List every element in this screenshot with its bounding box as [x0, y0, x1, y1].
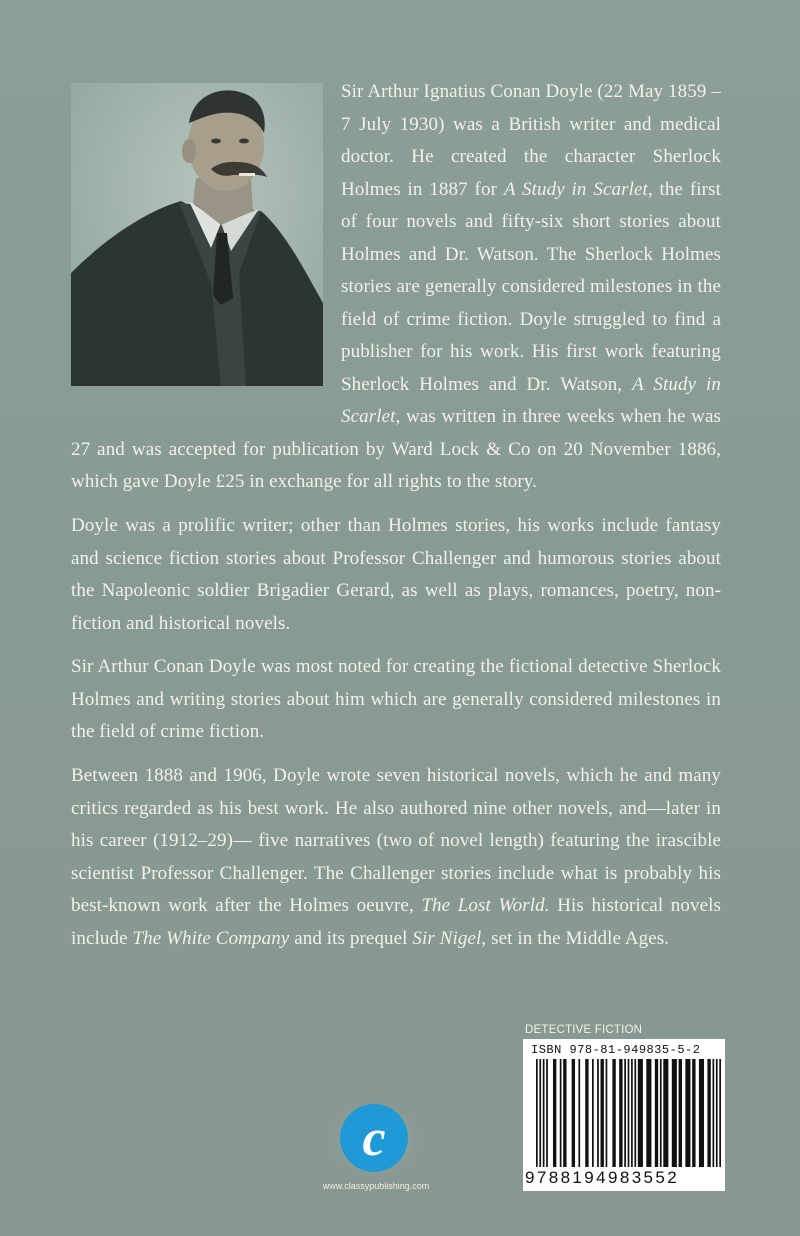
bio-paragraph-3: [71, 651, 721, 749]
barcode-bar: [585, 1059, 588, 1167]
barcode-bar: [719, 1059, 721, 1167]
barcode-bar: [685, 1059, 690, 1167]
book-title-the-white-company: The White Company: [132, 927, 290, 949]
bio-paragraph-4: [71, 760, 721, 955]
barcode-bar: [563, 1059, 566, 1167]
publisher-logo-letter: c: [362, 1110, 386, 1167]
barcode-bar: [692, 1059, 695, 1167]
barcode-bar: [624, 1059, 626, 1167]
barcode-bar: [578, 1059, 580, 1167]
barcode-number: 9788194983552: [525, 1168, 680, 1187]
barcode-bar: [660, 1059, 662, 1167]
barcode-bar: [601, 1059, 604, 1167]
barcode-bar: [543, 1059, 545, 1167]
isbn-label: ISBN 978-81-949835-5-2: [531, 1043, 701, 1057]
publisher-url: www.classypublishing.com: [322, 1181, 430, 1191]
barcode-bar: [716, 1059, 718, 1167]
bio-p4-text-a: Between 1888 and 1906, Doyle wrote seven historical novels, which he and many critics regarded as his best work. He also authored nine other novels, and—later in his career (1912–29)— five narratives (two of novel length) featuring the irascible scientist Professor Challenger. The Challenger stories include what is probably his best-known work after the Holmes oeuvre,: [71, 765, 721, 916]
bio-paragraph-1: [71, 76, 721, 499]
bio-p1-text-a: Sir Arthur Ignatius Conan Doyle (22 May 1859 – 7 July 1930) was a British writer and medical doctor. He created the character Sherlock Holmes in 1887 for: [341, 81, 721, 200]
bio-p1-text-c: , was written in three weeks when he was 27 and was accepted for publication by Ward Lock & Co on 20 November 1886, which gave Doyle £25 in exchange for all rights to the story.: [71, 406, 721, 492]
barcode-bar: [612, 1059, 615, 1167]
barcode-bar: [679, 1059, 682, 1167]
barcode-bar: [663, 1059, 668, 1167]
barcode-bar: [572, 1059, 575, 1167]
barcode-bar: [592, 1059, 594, 1167]
barcode-bar: [634, 1059, 636, 1167]
bio-p4-text-b: His historical novels include: [71, 895, 722, 949]
genre-label: DETECTIVE FICTION: [525, 1024, 643, 1036]
barcode-bar: [560, 1059, 562, 1167]
bio-p3-text: Sir Arthur Conan Doyle was most noted for creating the fictional detective Sherlock Holmes and writing stories about him which are generally considered milestones in the field of crime fiction.: [71, 656, 721, 742]
isbn-barcode: [523, 1039, 725, 1191]
barcode-bar: [713, 1059, 715, 1167]
bio-paragraph-2: [71, 510, 721, 640]
barcode-bar: [631, 1059, 633, 1167]
book-title-sir-nigel: Sir Nigel: [412, 927, 482, 949]
bio-p1-text-b: , the first of four novels and fifty-six short stories about Holmes and Dr. Watson. The Sherlock Holmes stories are generally considered milestones in the field of crime fiction. Doyle struggled to find a publisher for his work. His first work featuring Sherlock Holmes and Dr. Watson,: [341, 178, 721, 395]
barcode-bars-icon: [536, 1059, 721, 1167]
barcode-bar: [646, 1059, 651, 1167]
bio-p4-text-d: , set in the Middle Ages.: [481, 927, 670, 949]
barcode-bar: [536, 1059, 538, 1167]
book-title-a-study-in-scarlet-2: A Study in Scarlet: [341, 373, 721, 427]
barcode-bar: [707, 1059, 710, 1167]
classy-publishing-logo-icon: [325, 1100, 425, 1180]
barcode-bar: [672, 1059, 677, 1167]
book-title-a-study-in-scarlet: A Study in Scarlet: [503, 178, 648, 200]
barcode-bar: [655, 1059, 658, 1167]
barcode-bar: [553, 1059, 556, 1167]
publisher-logo: [325, 1100, 425, 1180]
barcode-bar: [546, 1059, 548, 1167]
barcode-bar: [619, 1059, 622, 1167]
book-title-the-lost-world: The Lost World.: [421, 895, 550, 916]
barcode-bar: [628, 1059, 630, 1167]
barcode-bar: [539, 1059, 541, 1167]
barcode-bar: [638, 1059, 643, 1167]
bio-p2-text: Doyle was a prolific writer; other than Holmes stories, his works include fantasy and science fiction stories about Professor Challenger and humorous stories about the Napoleonic soldier Brigadier Gerard, as well as plays, romances, poetry, non-fiction and historical novels.: [71, 515, 721, 634]
barcode-bar: [606, 1059, 608, 1167]
barcode-bar: [597, 1059, 599, 1167]
barcode-bar: [699, 1059, 704, 1167]
bio-p4-text-c: and its prequel: [289, 927, 413, 949]
